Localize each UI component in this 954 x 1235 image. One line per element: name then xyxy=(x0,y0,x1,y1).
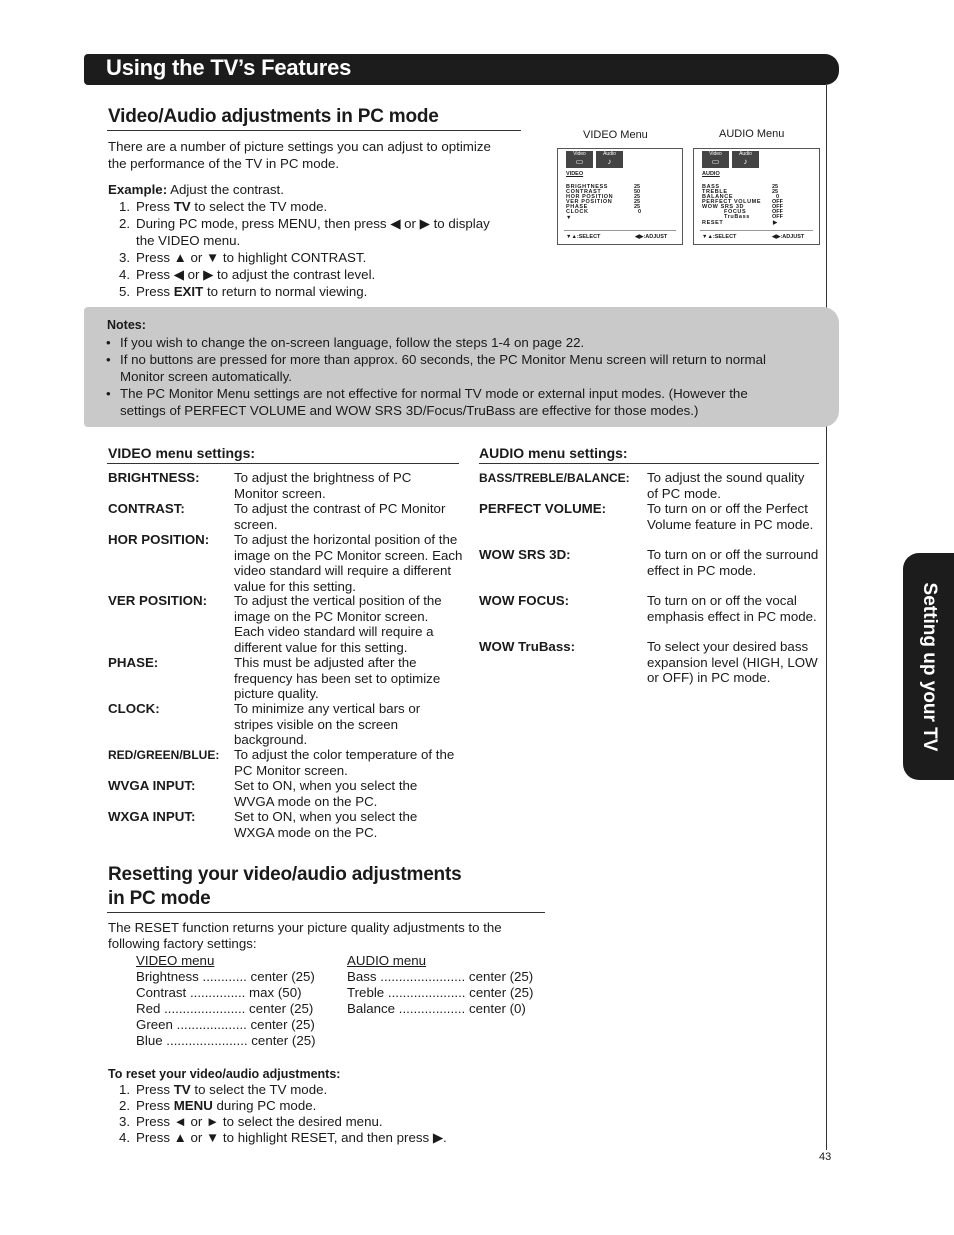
setting-term: WXGA INPUT: xyxy=(108,809,196,824)
osd-row-label: TruBass xyxy=(724,214,750,220)
note-text: The PC Monitor Menu settings are not effective for normal TV mode or external input modes. (However the xyxy=(120,386,748,401)
osd-row-value: OFF xyxy=(772,214,783,220)
default-value-row: Brightness ............ center (25) xyxy=(136,969,315,984)
setting-term: WOW FOCUS: xyxy=(479,593,570,608)
default-value-row: Bass ....................... center (25) xyxy=(347,969,534,984)
osd-row-value: 25 xyxy=(772,184,779,190)
heading-rule xyxy=(107,463,459,464)
osd-row-value: OFF xyxy=(772,199,783,205)
intro-line: There are a number of picture settings you can adjust to optimize xyxy=(108,139,491,154)
side-tab-label: Setting up your TV xyxy=(918,582,940,751)
step-number: 2. xyxy=(119,216,131,231)
osd-footer-select: ▼▲:SELECT xyxy=(566,234,601,240)
step-number: 3. xyxy=(119,250,131,265)
reset-intro: The RESET function returns your picture quality adjustments to the xyxy=(108,920,502,935)
osd-row-label: CLOCK xyxy=(566,209,589,215)
osd-footer-adjust: ◀▶:ADJUST xyxy=(635,234,668,240)
video-defaults-title: VIDEO menu xyxy=(136,953,215,968)
page-number: 43 xyxy=(819,1151,832,1163)
video-tab-icon: Video ▭ xyxy=(566,151,593,168)
osd-row-value: 50 xyxy=(634,189,641,195)
video-osd-screen xyxy=(557,148,683,245)
setting-definition: To adjust the sound quality of PC mode. xyxy=(647,470,805,501)
video-menu-caption: VIDEO Menu xyxy=(583,129,648,141)
example-label: Example: xyxy=(108,182,168,197)
setting-definition: To turn on or off the Perfect Volume feature in PC mode. xyxy=(647,501,814,532)
section-heading-reset: Resetting your video/audio adjustments xyxy=(108,864,462,885)
setting-term: BASS/TREBLE/BALANCE: xyxy=(479,471,630,485)
bullet: • xyxy=(106,352,111,367)
note-text: If no buttons are pressed for more than approx. 60 seconds, the PC Monitor Menu screen will return to normal xyxy=(120,352,766,367)
setting-term: RED/GREEN/BLUE: xyxy=(108,748,220,762)
heading-rule xyxy=(479,463,819,464)
note-text: Monitor screen automatically. xyxy=(120,369,292,384)
setting-term: HOR POSITION: xyxy=(108,532,210,547)
osd-more-icon: ▼ xyxy=(566,215,573,221)
audio-osd-screen xyxy=(693,148,820,245)
setting-definition: To adjust the vertical position of the image on the PC Monitor screen. Each video standard will require a different value for this setting. xyxy=(234,593,442,655)
setting-definition: To adjust the brightness of PC Monitor screen. xyxy=(234,470,412,501)
default-value-row: Blue ...................... center (25) xyxy=(136,1033,316,1048)
step-text: Press ◀ or ▶ to adjust the contrast level. xyxy=(136,267,376,282)
step-number: 1. xyxy=(119,199,131,214)
setting-term: WOW SRS 3D: xyxy=(479,547,571,562)
osd-footer-adjust: ◀▶:ADJUST xyxy=(772,234,805,240)
osd-row-label: VER POSITION xyxy=(566,199,613,205)
step-text: During PC mode, press MENU, then press ◀ or ▶ to display xyxy=(136,216,490,231)
bullet: • xyxy=(106,386,111,401)
intro-line: the performance of the TV in PC mode. xyxy=(108,156,340,171)
setting-term: PHASE: xyxy=(108,655,159,670)
osd-row-value: 0 xyxy=(638,209,642,215)
audio-menu-caption: AUDIO Menu xyxy=(719,128,785,140)
setting-definition: To adjust the horizontal position of the image on the PC Monitor screen. Each video standard will require a different value for this setting. xyxy=(234,532,463,594)
osd-row-value: 25 xyxy=(634,199,641,205)
setting-definition: To adjust the contrast of PC Monitor screen. xyxy=(234,501,446,532)
step-number: 5. xyxy=(119,284,131,299)
osd-row-label: PERFECT VOLUME xyxy=(702,199,762,205)
default-value-row: Red ...................... center (25) xyxy=(136,1001,314,1016)
osd-row-label: FOCUS xyxy=(724,209,747,215)
title-bar xyxy=(84,54,839,85)
setting-definition: To turn on or off the surround effect in PC mode. xyxy=(647,547,819,578)
osd-row-label: CONTRAST xyxy=(566,189,602,195)
audio-defaults-title: AUDIO menu xyxy=(347,953,427,968)
step-number: 4. xyxy=(119,1130,131,1145)
step-text: the VIDEO menu. xyxy=(136,233,241,248)
default-value-row: Green ................... center (25) xyxy=(136,1017,315,1032)
osd-row-label: PHASE xyxy=(566,204,588,210)
osd-row-label: WOW SRS 3D xyxy=(702,204,745,210)
step-text: Press MENU during PC mode. xyxy=(136,1098,317,1113)
side-tab xyxy=(903,553,954,780)
setting-term: CLOCK: xyxy=(108,701,160,716)
setting-definition: To turn on or off the vocal emphasis effect in PC mode. xyxy=(647,593,817,624)
setting-term: WVGA INPUT: xyxy=(108,778,196,793)
bullet: • xyxy=(106,335,111,350)
setting-definition: To minimize any vertical bars or stripes visible on the screen background. xyxy=(234,701,421,747)
step-number: 3. xyxy=(119,1114,131,1129)
osd-row-value: 25 xyxy=(634,204,641,210)
reset-intro: following factory settings: xyxy=(108,936,257,951)
heading-rule xyxy=(107,912,545,913)
step-number: 1. xyxy=(119,1082,131,1097)
setting-definition: To select your desired bass expansion level (HIGH, LOW or OFF) in PC mode. xyxy=(647,639,818,685)
step-text: Press ▲ or ▼ to highlight CONTRAST. xyxy=(136,250,367,265)
osd-row-label: BALANCE xyxy=(702,194,734,200)
notes-heading: Notes: xyxy=(107,318,146,332)
audio-tab-icon: Audio ♪ xyxy=(596,151,623,168)
osd-header: VIDEO xyxy=(566,171,584,177)
osd-row-value: 25 xyxy=(634,184,641,190)
osd-row-value: 25 xyxy=(772,189,779,195)
audio-tab-icon: Audio ♪ xyxy=(732,151,759,168)
osd-divider xyxy=(564,230,676,231)
osd-row-label: RESET xyxy=(702,220,724,226)
step-text: Press ◄ or ► to select the desired menu. xyxy=(136,1114,383,1129)
osd-row-label: TREBLE xyxy=(702,189,728,195)
setting-term: BRIGHTNESS: xyxy=(108,470,200,485)
notes-box xyxy=(84,307,839,427)
osd-row-label: BRIGHTNESS xyxy=(566,184,609,190)
note-text: settings of PERFECT VOLUME and WOW SRS 3D/Focus/TruBass are effective for those modes.) xyxy=(120,403,699,418)
step-text: Press TV to select the TV mode. xyxy=(136,1082,328,1097)
step-text: Press TV to select the TV mode. xyxy=(136,199,328,214)
note-text: If you wish to change the on-screen language, follow the steps 1-4 on page 22. xyxy=(120,335,585,350)
section-heading-pc-adjustments: Video/Audio adjustments in PC mode xyxy=(108,106,439,127)
margin-rule xyxy=(826,85,827,1150)
osd-row-value: OFF xyxy=(772,209,783,215)
step-number: 2. xyxy=(119,1098,131,1113)
default-value-row: Treble ..................... center (25) xyxy=(347,985,534,1000)
osd-row-label: HOR POSITION xyxy=(566,194,614,200)
default-value-row: Contrast ............... max (50) xyxy=(136,985,302,1000)
step-text: Press EXIT to return to normal viewing. xyxy=(136,284,368,299)
setting-definition: To adjust the color temperature of the PC Monitor screen. xyxy=(234,747,455,778)
step-number: 4. xyxy=(119,267,131,282)
osd-divider xyxy=(700,230,813,231)
osd-header: AUDIO xyxy=(702,171,720,177)
setting-term: PERFECT VOLUME: xyxy=(479,501,607,516)
video-settings-heading: VIDEO menu settings: xyxy=(108,445,256,461)
default-value-row: Balance .................. center (0) xyxy=(347,1001,526,1016)
setting-term: CONTRAST: xyxy=(108,501,185,516)
setting-term: WOW TruBass: xyxy=(479,639,576,654)
osd-row-value: 25 xyxy=(634,194,641,200)
osd-row-label: BASS xyxy=(702,184,720,190)
osd-row-value: ▶ xyxy=(773,220,778,226)
step-text: Press ▲ or ▼ to highlight RESET, and then press ▶. xyxy=(136,1130,447,1145)
page-title: Using the TV’s Features xyxy=(106,55,352,80)
setting-definition: Set to ON, when you select the WVGA mode on the PC. xyxy=(234,778,418,809)
osd-row-value: OFF xyxy=(772,204,783,210)
audio-settings-heading: AUDIO menu settings: xyxy=(479,445,628,461)
osd-footer-select: ▼▲:SELECT xyxy=(702,234,737,240)
setting-term: VER POSITION: xyxy=(108,593,207,608)
setting-definition: Set to ON, when you select the WXGA mode on the PC. xyxy=(234,809,418,840)
reset-steps-heading: To reset your video/audio adjustments: xyxy=(108,1067,341,1081)
example-text: Adjust the contrast. xyxy=(167,182,284,197)
osd-row-value: 0 xyxy=(776,194,780,200)
heading-rule xyxy=(107,130,521,131)
section-heading-reset: in PC mode xyxy=(108,888,211,909)
example-line xyxy=(108,182,284,198)
video-tab-icon: Video ▭ xyxy=(702,151,729,168)
setting-definition: This must be adjusted after the frequency has been set to optimize picture quality. xyxy=(234,655,441,701)
